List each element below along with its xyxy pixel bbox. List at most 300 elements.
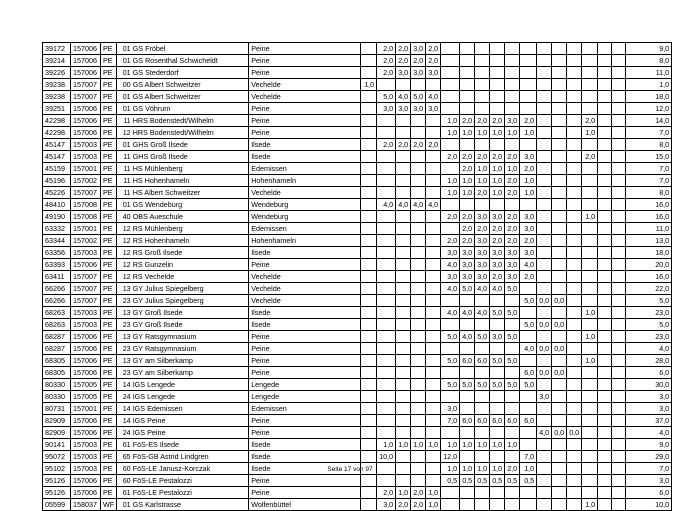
table-cell: 157007 (71, 187, 101, 199)
table-cell: 23 (117, 343, 132, 355)
table-cell: 5,0 (441, 379, 460, 391)
table-cell: 5,0 (505, 283, 520, 295)
table-cell (441, 43, 460, 55)
table-cell (612, 487, 626, 499)
table-cell: Peine (249, 115, 361, 127)
table-cell: 5,0 (377, 91, 396, 103)
table-cell (377, 223, 396, 235)
table-cell (582, 391, 598, 403)
table-cell (520, 139, 537, 151)
table-cell: 0,0 (552, 343, 567, 355)
table-cell: 1,0 (520, 187, 537, 199)
table-cell: Edemissen (249, 403, 361, 415)
table-cell (361, 283, 377, 295)
table-cell (537, 331, 552, 343)
table-cell: 3,0 (411, 103, 426, 115)
table-cell: 1,0 (460, 175, 475, 187)
table-cell (377, 187, 396, 199)
table-cell: PE (101, 235, 117, 247)
table-cell: 45159 (43, 163, 71, 175)
table-cell (567, 307, 582, 319)
table-cell (612, 127, 626, 139)
table-cell: 1,0 (582, 307, 598, 319)
table-cell (411, 355, 426, 367)
table-cell (361, 355, 377, 367)
table-cell: 13 (117, 283, 132, 295)
table-cell (612, 331, 626, 343)
table-cell: 14 (117, 379, 132, 391)
table-cell: Ilsede (249, 247, 361, 259)
table-cell: 63356 (43, 247, 71, 259)
table-cell: 157006 (71, 355, 101, 367)
table-cell: 5,0 (475, 331, 490, 343)
table-row (43, 139, 672, 151)
table-cell: GY am Silberkamp (132, 367, 249, 379)
table-cell (552, 355, 567, 367)
table-cell (505, 79, 520, 91)
table-cell: 0,5 (505, 475, 520, 487)
table-cell: 5,0 (505, 307, 520, 319)
table-cell (505, 427, 520, 439)
table-cell: 3,0 (377, 103, 396, 115)
table-cell: 157007 (71, 295, 101, 307)
table-cell (505, 55, 520, 67)
table-cell (426, 175, 441, 187)
table-row (43, 175, 672, 187)
table-cell: GS Karlstrasse (132, 499, 249, 511)
table-cell: PE (101, 415, 117, 427)
table-cell: 30,0 (626, 379, 672, 391)
table-cell (582, 187, 598, 199)
table-cell (441, 163, 460, 175)
table-cell (598, 259, 612, 271)
table-cell: GS Stederdorf (132, 67, 249, 79)
table-cell: PE (101, 439, 117, 451)
table-cell: WF (101, 499, 117, 511)
table-cell (612, 307, 626, 319)
table-cell: HRS Bodenstedt/Wilhelm (132, 115, 249, 127)
table-cell: 3,0 (626, 391, 672, 403)
table-cell: 12 (117, 127, 132, 139)
table-cell (537, 487, 552, 499)
table-cell (552, 487, 567, 499)
table-cell (460, 499, 475, 511)
table-cell (612, 235, 626, 247)
table-cell (567, 271, 582, 283)
table-cell (361, 415, 377, 427)
table-cell (598, 487, 612, 499)
table-cell: 0,5 (441, 475, 460, 487)
table-cell: 29,0 (626, 451, 672, 463)
table-cell (475, 199, 490, 211)
table-cell (377, 379, 396, 391)
table-cell: 2,0 (520, 235, 537, 247)
table-cell (396, 403, 411, 415)
table-cell (490, 79, 505, 91)
table-cell (460, 451, 475, 463)
table-cell: 68305 (43, 367, 71, 379)
table-cell (377, 295, 396, 307)
table-cell (612, 163, 626, 175)
table-cell (441, 103, 460, 115)
table-cell (582, 343, 598, 355)
table-cell: 2,0 (411, 139, 426, 151)
table-cell (361, 391, 377, 403)
table-cell (612, 271, 626, 283)
table-cell: PE (101, 223, 117, 235)
table-cell: 23 (117, 295, 132, 307)
table-cell: PE (101, 367, 117, 379)
table-cell (612, 199, 626, 211)
table-cell: PE (101, 139, 117, 151)
table-cell: IGS Lengede (132, 379, 249, 391)
table-cell (598, 295, 612, 307)
table-cell: 0,0 (537, 367, 552, 379)
table-cell (377, 355, 396, 367)
table-cell: 61 (117, 439, 132, 451)
table-cell: 12 (117, 259, 132, 271)
table-cell: Ilsede (249, 439, 361, 451)
table-cell (475, 67, 490, 79)
table-cell: 11 (117, 187, 132, 199)
table-cell: 2,0 (411, 55, 426, 67)
table-cell (411, 79, 426, 91)
table-cell: 6,0 (475, 355, 490, 367)
table-cell: 39238 (43, 91, 71, 103)
table-cell: PE (101, 295, 117, 307)
table-cell: 39238 (43, 79, 71, 91)
table-cell: 157001 (71, 163, 101, 175)
table-cell: 5,0 (520, 379, 537, 391)
table-cell: Edemissen (249, 163, 361, 175)
table-row (43, 127, 672, 139)
table-cell (396, 115, 411, 127)
table-cell: GS Wendeburg (132, 199, 249, 211)
table-cell (520, 43, 537, 55)
table-cell (411, 115, 426, 127)
table-cell: 0,5 (520, 475, 537, 487)
table-cell: 157003 (71, 139, 101, 151)
table-cell: 1,0 (475, 163, 490, 175)
table-cell (460, 343, 475, 355)
table-cell (537, 307, 552, 319)
table-row (43, 451, 672, 463)
table-cell: GS Vöhrum (132, 103, 249, 115)
table-cell (441, 319, 460, 331)
table-cell (441, 499, 460, 511)
table-cell (441, 79, 460, 91)
table-cell (537, 403, 552, 415)
table-cell: Edemissen (249, 223, 361, 235)
table-cell (537, 67, 552, 79)
table-cell: 1,0 (460, 187, 475, 199)
table-cell: 3,0 (426, 103, 441, 115)
table-cell (552, 331, 567, 343)
table-cell (411, 259, 426, 271)
table-cell (552, 175, 567, 187)
table-cell: GY Julius Spiegelberg (132, 283, 249, 295)
table-cell (411, 211, 426, 223)
table-cell (552, 91, 567, 103)
table-cell (377, 427, 396, 439)
table-cell (612, 439, 626, 451)
table-cell: 0,0 (552, 427, 567, 439)
table-cell (361, 295, 377, 307)
table-cell: 11 (117, 175, 132, 187)
table-cell (396, 151, 411, 163)
table-cell: PE (101, 355, 117, 367)
table-cell: 7,0 (626, 175, 672, 187)
table-cell (411, 391, 426, 403)
table-cell: 9,0 (626, 43, 672, 55)
table-cell: 6,0 (475, 415, 490, 427)
table-cell: 18,0 (626, 91, 672, 103)
table-cell: Peine (249, 331, 361, 343)
table-cell (520, 283, 537, 295)
table-cell: 3,0 (460, 247, 475, 259)
table-cell (552, 139, 567, 151)
table-cell (612, 391, 626, 403)
table-cell (377, 79, 396, 91)
table-cell: 3,0 (377, 499, 396, 511)
table-row (43, 259, 672, 271)
table-cell (505, 403, 520, 415)
table-cell: 2,0 (475, 187, 490, 199)
table-cell: RS Gunzelin (132, 259, 249, 271)
table-row (43, 319, 672, 331)
table-cell (505, 391, 520, 403)
table-cell (426, 343, 441, 355)
table-cell: 157006 (71, 43, 101, 55)
table-cell (552, 499, 567, 511)
table-cell (411, 451, 426, 463)
table-cell (377, 115, 396, 127)
table-cell (396, 391, 411, 403)
table-cell: 3,0 (426, 67, 441, 79)
table-row (43, 43, 672, 55)
table-cell (426, 259, 441, 271)
table-cell (582, 175, 598, 187)
table-cell (361, 475, 377, 487)
table-cell (377, 259, 396, 271)
table-row (43, 355, 672, 367)
table-cell: 23 (117, 367, 132, 379)
table-cell: 68287 (43, 343, 71, 355)
table-cell: HS Albert Schweitzer (132, 187, 249, 199)
table-row (43, 103, 672, 115)
table-cell (361, 319, 377, 331)
table-cell: PE (101, 103, 117, 115)
table-cell (537, 223, 552, 235)
table-cell: 1,0 (505, 127, 520, 139)
table-cell: 4,0 (396, 199, 411, 211)
table-row (43, 247, 672, 259)
table-cell (361, 115, 377, 127)
table-cell (411, 475, 426, 487)
table-cell (396, 331, 411, 343)
table-cell: 5,0 (490, 379, 505, 391)
table-cell (552, 211, 567, 223)
table-cell (426, 151, 441, 163)
table-cell (411, 187, 426, 199)
table-cell: 16,0 (626, 199, 672, 211)
table-cell (396, 427, 411, 439)
table-cell: 4,0 (520, 259, 537, 271)
table-cell: 3,0 (490, 259, 505, 271)
table-cell: 2,0 (505, 151, 520, 163)
table-cell (361, 175, 377, 187)
table-cell: 2,0 (460, 115, 475, 127)
table-cell: 3,0 (490, 331, 505, 343)
table-cell (377, 175, 396, 187)
table-cell: 39226 (43, 67, 71, 79)
table-cell: Ilsede (249, 151, 361, 163)
table-cell (361, 91, 377, 103)
table-cell (396, 295, 411, 307)
table-cell (505, 91, 520, 103)
table-cell: 1,0 (582, 211, 598, 223)
table-cell (612, 319, 626, 331)
table-cell: Vechelde (249, 295, 361, 307)
table-cell (426, 307, 441, 319)
table-cell: 22,0 (626, 283, 672, 295)
table-cell: 11,0 (626, 223, 672, 235)
table-cell (505, 499, 520, 511)
table-cell (552, 187, 567, 199)
table-cell: 6,0 (490, 415, 505, 427)
table-cell (598, 391, 612, 403)
table-cell (537, 103, 552, 115)
table-cell (567, 391, 582, 403)
table-cell: Peine (249, 487, 361, 499)
table-cell: 12 (117, 247, 132, 259)
table-cell (552, 223, 567, 235)
table-cell (537, 91, 552, 103)
table-cell (426, 115, 441, 127)
table-cell (612, 151, 626, 163)
table-cell (505, 295, 520, 307)
table-cell: 1,0 (490, 439, 505, 451)
table-cell: 8,0 (626, 55, 672, 67)
table-cell: 2,0 (411, 487, 426, 499)
table-cell: GY Ratsgymnasium (132, 343, 249, 355)
table-cell (598, 355, 612, 367)
table-cell: 3,0 (490, 247, 505, 259)
table-cell (598, 43, 612, 55)
table-cell: 23,0 (626, 307, 672, 319)
table-row (43, 391, 672, 403)
table-cell: 7,0 (520, 451, 537, 463)
table-cell (567, 139, 582, 151)
table-cell: 157006 (71, 67, 101, 79)
table-cell (411, 247, 426, 259)
table-cell (426, 127, 441, 139)
table-row (43, 187, 672, 199)
table-cell (396, 259, 411, 271)
table-cell (475, 451, 490, 463)
table-cell: 1,0 (582, 355, 598, 367)
table-cell: 7,0 (626, 163, 672, 175)
table-cell: 10,0 (626, 499, 672, 511)
table-cell (520, 487, 537, 499)
table-cell (567, 439, 582, 451)
table-cell: 13 (117, 355, 132, 367)
table-cell: 13,0 (626, 235, 672, 247)
table-cell: 0,0 (537, 343, 552, 355)
table-cell: 2,0 (505, 463, 520, 475)
table-cell: 1,0 (520, 175, 537, 187)
table-cell (475, 79, 490, 91)
table-cell: 1,0 (396, 439, 411, 451)
table-cell (460, 427, 475, 439)
table-cell (377, 235, 396, 247)
table-cell: 1,0 (505, 439, 520, 451)
table-cell: 4,0 (460, 331, 475, 343)
table-cell (441, 343, 460, 355)
table-row (43, 439, 672, 451)
table-cell: 01 (117, 91, 132, 103)
table-cell (396, 175, 411, 187)
table-cell (441, 139, 460, 151)
table-row (43, 367, 672, 379)
table-cell: 2,0 (441, 235, 460, 247)
table-cell (582, 223, 598, 235)
table-cell: PE (101, 403, 117, 415)
table-cell: 0,0 (552, 319, 567, 331)
table-cell (490, 67, 505, 79)
table-cell (537, 235, 552, 247)
table-cell: 12 (117, 223, 132, 235)
table-cell (537, 379, 552, 391)
table-cell (537, 439, 552, 451)
table-cell (490, 427, 505, 439)
table-cell: 14,0 (626, 115, 672, 127)
table-cell (612, 283, 626, 295)
table-cell (582, 487, 598, 499)
table-cell: 1,0 (490, 127, 505, 139)
table-row (43, 499, 672, 511)
table-cell (612, 187, 626, 199)
table-cell: 2,0 (520, 115, 537, 127)
table-cell: Peine (249, 103, 361, 115)
table-cell: 3,0 (460, 271, 475, 283)
table-cell (582, 247, 598, 259)
table-cell (598, 187, 612, 199)
table-cell: 157002 (71, 235, 101, 247)
table-cell: 157006 (71, 343, 101, 355)
table-cell: 2,0 (377, 487, 396, 499)
table-cell (582, 367, 598, 379)
table-cell (552, 475, 567, 487)
table-cell: 0,5 (490, 475, 505, 487)
table-cell: 68305 (43, 355, 71, 367)
table-cell (396, 379, 411, 391)
table-cell (567, 43, 582, 55)
table-cell (582, 439, 598, 451)
table-cell: 1,0 (582, 331, 598, 343)
table-cell: OBS Aueschule (132, 211, 249, 223)
table-cell (567, 175, 582, 187)
table-cell (475, 499, 490, 511)
table-cell (361, 331, 377, 343)
table-cell: 63411 (43, 271, 71, 283)
table-cell (567, 355, 582, 367)
table-cell (361, 403, 377, 415)
table-cell: 39251 (43, 103, 71, 115)
table-cell (411, 235, 426, 247)
table-cell (396, 355, 411, 367)
table-cell (567, 367, 582, 379)
